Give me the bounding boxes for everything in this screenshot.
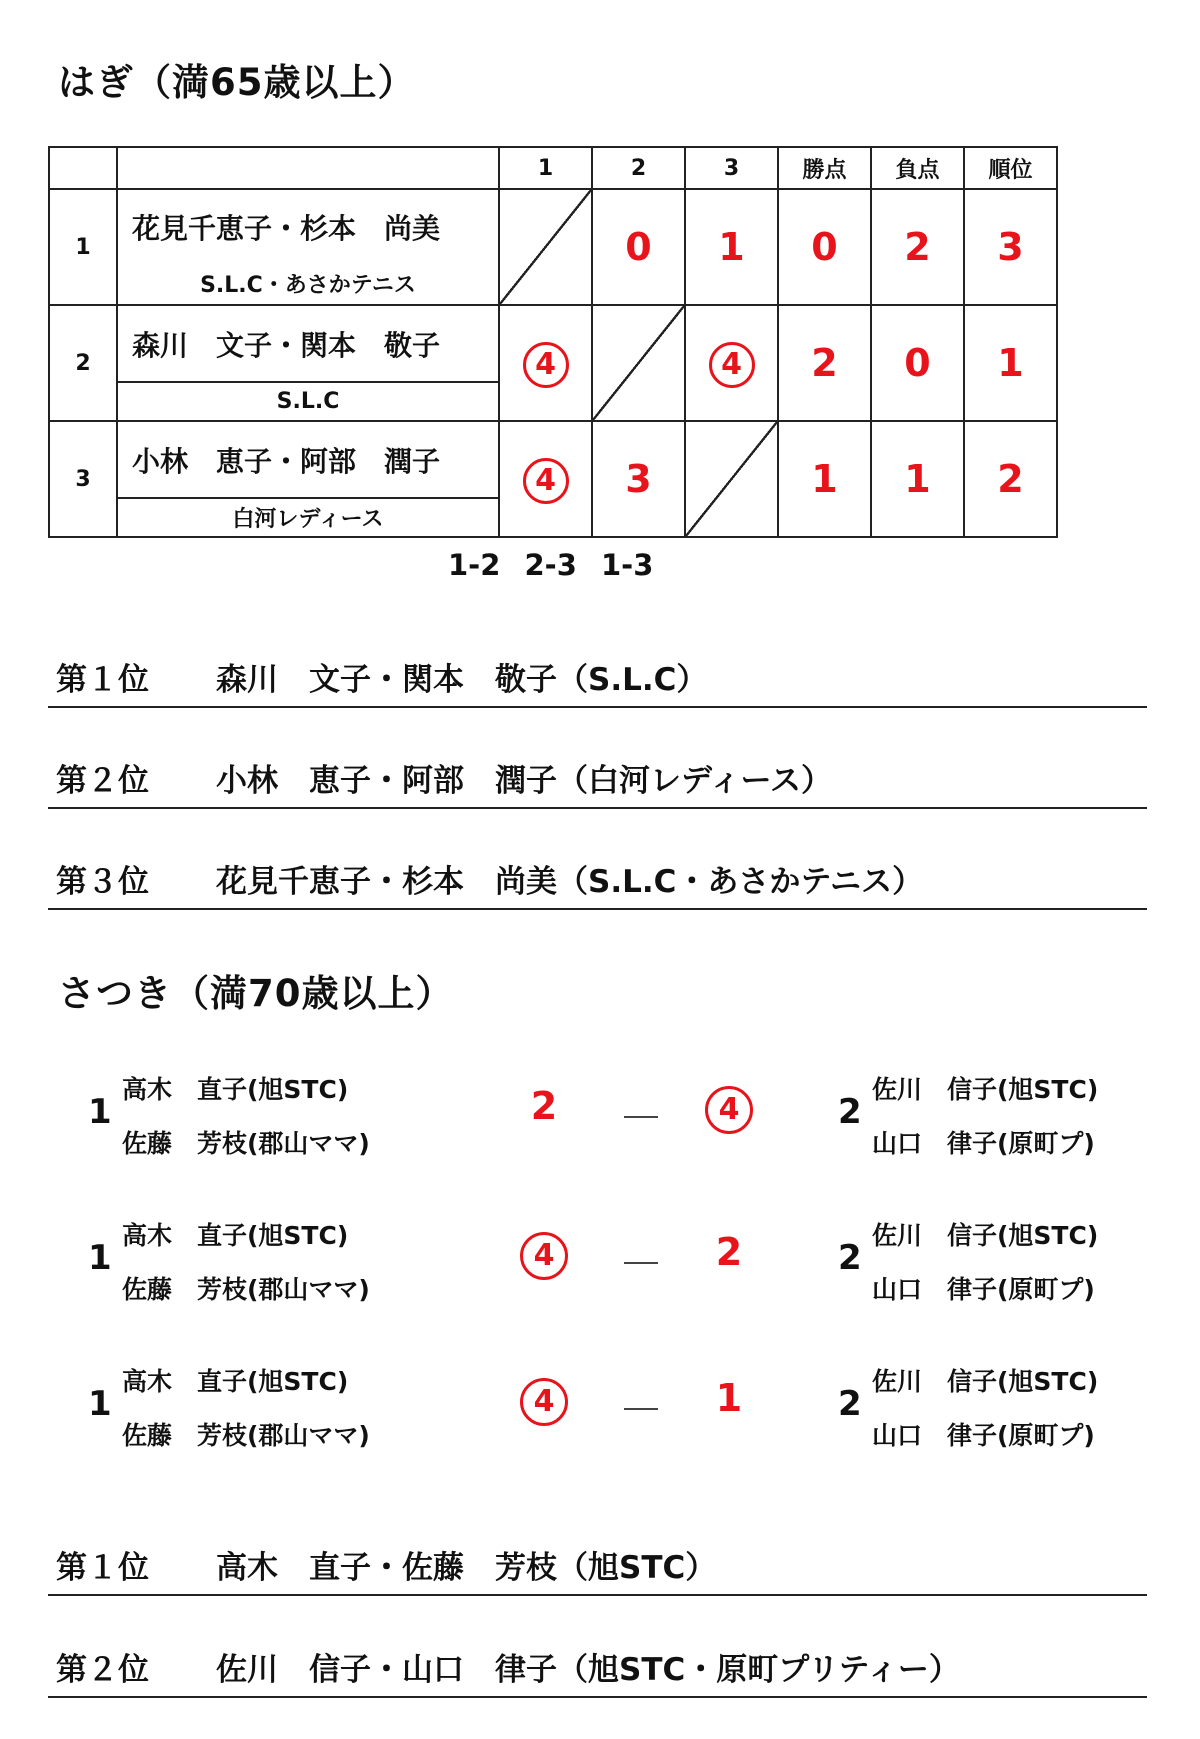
circled-score: 4: [520, 1378, 568, 1426]
circled-score: 4: [520, 1232, 568, 1280]
row-number: 1: [49, 189, 117, 305]
match-row: [48, 1062, 1147, 1182]
left-player-1: 高木 直子(旭STC): [122, 1367, 349, 1396]
left-pair-number: 1: [88, 1238, 112, 1278]
section-title-hagi: はぎ（満65歳以上）: [58, 61, 416, 104]
win-points: 0: [778, 189, 871, 305]
placing-text: 森川 文子・関本 敬子（S.L.C）: [216, 662, 708, 698]
score-cell: 1: [685, 189, 778, 305]
placing-label: 第１位: [56, 1550, 149, 1586]
right-score-winner: [699, 1084, 759, 1134]
left-score: 2: [530, 1084, 558, 1128]
score-separator: [624, 1262, 658, 1264]
right-player-2: 山口 律子(原町プ): [872, 1129, 1095, 1158]
rank-cell: 1: [964, 305, 1057, 421]
rank-cell: 3: [964, 189, 1057, 305]
right-player-1: 佐川 信子(旭STC): [872, 1221, 1099, 1250]
left-player-2: 佐藤 芳枝(郡山ママ): [122, 1275, 370, 1304]
placing-row: [48, 1596, 1147, 1698]
placing-row: [48, 808, 1147, 910]
left-score-winner: [514, 1376, 574, 1426]
pair-names: 森川 文子・関本 敬子: [117, 305, 499, 382]
placing-label: 第２位: [56, 763, 149, 799]
circled-score: 4: [705, 1086, 753, 1134]
match-order: 1-2 2-3 1-3: [448, 548, 654, 582]
loss-points: 0: [871, 305, 964, 421]
table-header-row: [49, 147, 1057, 189]
row-number: 3: [49, 421, 117, 537]
round-robin-table: [48, 146, 1058, 538]
right-player-2: 山口 律子(原町プ): [872, 1275, 1095, 1304]
win-points: 1: [778, 421, 871, 537]
pair-team: S.L.C: [117, 382, 499, 421]
header-cell: 負点: [871, 147, 964, 189]
diagonal-cell: [592, 305, 685, 421]
header-cell: [117, 147, 499, 189]
left-pair-number: 1: [88, 1092, 112, 1132]
match-row: [48, 1208, 1147, 1328]
placing-row: [48, 707, 1147, 809]
left-score-winner: [514, 1230, 574, 1280]
right-player-1: 佐川 信子(旭STC): [872, 1367, 1099, 1396]
placing-row: [48, 606, 1147, 708]
pair-team: S.L.C・あさかテニス: [117, 263, 499, 305]
circled-score: 4: [523, 342, 569, 388]
placing-label: 第２位: [56, 1652, 149, 1688]
placing-label: 第３位: [56, 864, 149, 900]
table-row: [49, 189, 1057, 263]
placing-text: 佐川 信子・山口 律子（旭STC・原町プリティー）: [216, 1652, 960, 1688]
placing-text: 花見千恵子・杉本 尚美（S.L.C・あさかテニス）: [216, 864, 924, 900]
score-cell-winner: [499, 421, 592, 537]
placing-text: 高木 直子・佐藤 芳枝（旭STC）: [216, 1550, 717, 1586]
right-pair-number: 2: [838, 1092, 862, 1132]
right-pair-number: 2: [838, 1384, 862, 1424]
right-score: 2: [715, 1230, 743, 1274]
placing-row: [48, 1494, 1147, 1596]
header-cell: 勝点: [778, 147, 871, 189]
win-points: 2: [778, 305, 871, 421]
score-cell: 0: [592, 189, 685, 305]
loss-points: 1: [871, 421, 964, 537]
header-cell: [49, 147, 117, 189]
table-row: [49, 305, 1057, 382]
score-separator: [624, 1116, 658, 1118]
score-cell-winner: [685, 305, 778, 421]
right-score: 1: [715, 1376, 743, 1420]
right-player-2: 山口 律子(原町プ): [872, 1421, 1095, 1450]
loss-points: 2: [871, 189, 964, 305]
left-player-1: 高木 直子(旭STC): [122, 1075, 349, 1104]
right-pair-number: 2: [838, 1238, 862, 1278]
diagonal-cell: [685, 421, 778, 537]
left-player-1: 高木 直子(旭STC): [122, 1221, 349, 1250]
pair-names: 花見千恵子・杉本 尚美: [117, 189, 499, 263]
circled-score: 4: [709, 342, 755, 388]
left-player-2: 佐藤 芳枝(郡山ママ): [122, 1421, 370, 1450]
match-row: [48, 1354, 1147, 1474]
row-number: 2: [49, 305, 117, 421]
header-cell: 3: [685, 147, 778, 189]
diagonal-cell: [499, 189, 592, 305]
placing-label: 第１位: [56, 662, 149, 698]
pair-names: 小林 恵子・阿部 潤子: [117, 421, 499, 498]
score-cell-winner: [499, 305, 592, 421]
circled-score: 4: [523, 458, 569, 504]
score-separator: [624, 1408, 658, 1410]
header-cell: 1: [499, 147, 592, 189]
placing-text: 小林 恵子・阿部 潤子（白河レディース）: [216, 763, 832, 799]
section-title-satsuki: さつき（満70歳以上）: [58, 972, 454, 1015]
rank-cell: 2: [964, 421, 1057, 537]
pair-team: 白河レディース: [117, 498, 499, 537]
right-player-1: 佐川 信子(旭STC): [872, 1075, 1099, 1104]
header-cell: 順位: [964, 147, 1057, 189]
header-cell: 2: [592, 147, 685, 189]
score-cell: 3: [592, 421, 685, 537]
left-pair-number: 1: [88, 1384, 112, 1424]
table-row: [49, 421, 1057, 498]
left-player-2: 佐藤 芳枝(郡山ママ): [122, 1129, 370, 1158]
